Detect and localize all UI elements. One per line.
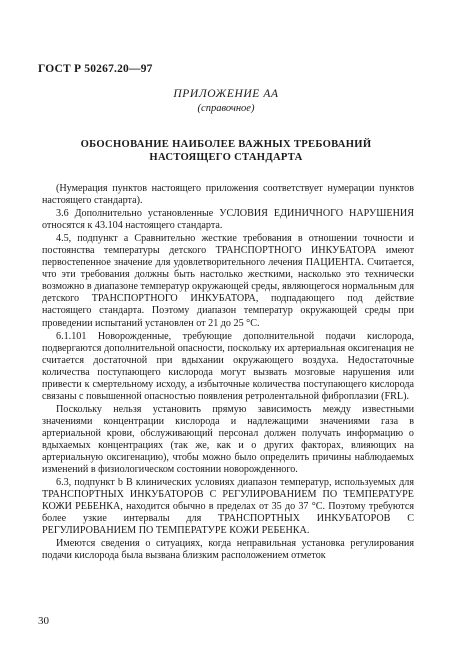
paragraph-6-1-101: 6.1.101 Новорожденные, требующие дополнительной подачи кислорода, подвергаются дополнительной опасности, поскольку их артериальная оксигенация не считается достаточной при вдыхании окружающего воздуха. Недостаточные количества поступающего кислорода могут вызвать мозговые нарушения или привести к смертельному исходу, а избыточные количества поступающего кислорода связаны с повышенной опасностью появления ретролентальной фиброплазии (FRL).: [42, 330, 414, 402]
paragraph-numbering-note: (Нумерация пунктов настоящего приложения соответствует нумерации пунктов настоящего стандарта).: [42, 183, 414, 207]
paragraph-oxygen-dependency: Поскольку нельзя установить прямую зависимость между известными значениями концентрации кислорода и надлежащими значениями газа в артериальной крови, обслуживающий персонал должен получать информацию о вдыхаемых концентрациях (так же, как и о других факторах, влияющих на артериальную оксигенацию), чтобы можно было определить причины наблюдаемых изменений в физиологическом состоянии новорожденного.: [42, 403, 414, 476]
section-heading: [40, 138, 412, 164]
section-heading-line-2: НАСТОЯЩЕГО СТАНДАРТА: [149, 152, 303, 163]
paragraph-4-5: 4.5, подпункт а Сравнительно жесткие требования в отношении точности и постоянства температуры детского ТРАНСПОРТНОГО ИНКУБАТОРА имеют первостепенное значение для удовлетворительного лечения ПАЦИЕНТА. Считается, что эти требования должны быть настолько жесткими, насколько это технически возможно в диапазоне температур окружающей среды, являющегося нормальным для детского ТРАНСПОРТНОГО ИНКУБАТОРА, подпадающего под действие настоящего стандарта. Поэтому диапазон температур окружающей среды при проведении испытаний установлен от 21 до 25 °С.: [42, 233, 414, 329]
paragraph-oxygen-setting: Имеются сведения о ситуациях, когда неправильная установка регулирования подачи кислорода была вызвана близким расположением отметок: [42, 538, 414, 562]
body-text: [42, 183, 414, 563]
appendix-title: ПРИЛОЖЕНИЕ АА: [173, 88, 279, 100]
paragraph-6-3: 6.3, подпункт b В клинических условиях диапазон температур, используемых для ТРАНСПОРТНЫХ ИНКУБАТОРОВ С РЕГУЛИРОВАНИЕМ ПО ТЕМПЕРАТУРЕ КОЖИ РЕБЕНКА, находится обычно в пределах от 35 до 37 °С. Поэтому требуются более узкие интервалы для ТРАНСПОРТНЫХ ИНКУБАТОРОВ С РЕГУЛИРОВАНИЕМ ПО ТЕМПЕРАТУРЕ КОЖИ РЕБЕНКА.: [42, 477, 414, 537]
page-number: 30: [38, 615, 49, 627]
paragraph-3-6: 3.6 Дополнительно установленные УСЛОВИЯ ЕДИНИЧНОГО НАРУШЕНИЯ относятся к 43.104 настоящего стандарта.: [42, 208, 414, 232]
appendix-subtitle: (справочное): [197, 103, 255, 114]
section-heading-line-1: ОБОСНОВАНИЕ НАИБОЛЕЕ ВАЖНЫХ ТРЕБОВАНИЙ: [80, 139, 372, 150]
standard-header: ГОСТ Р 50267.20—97: [38, 63, 153, 75]
